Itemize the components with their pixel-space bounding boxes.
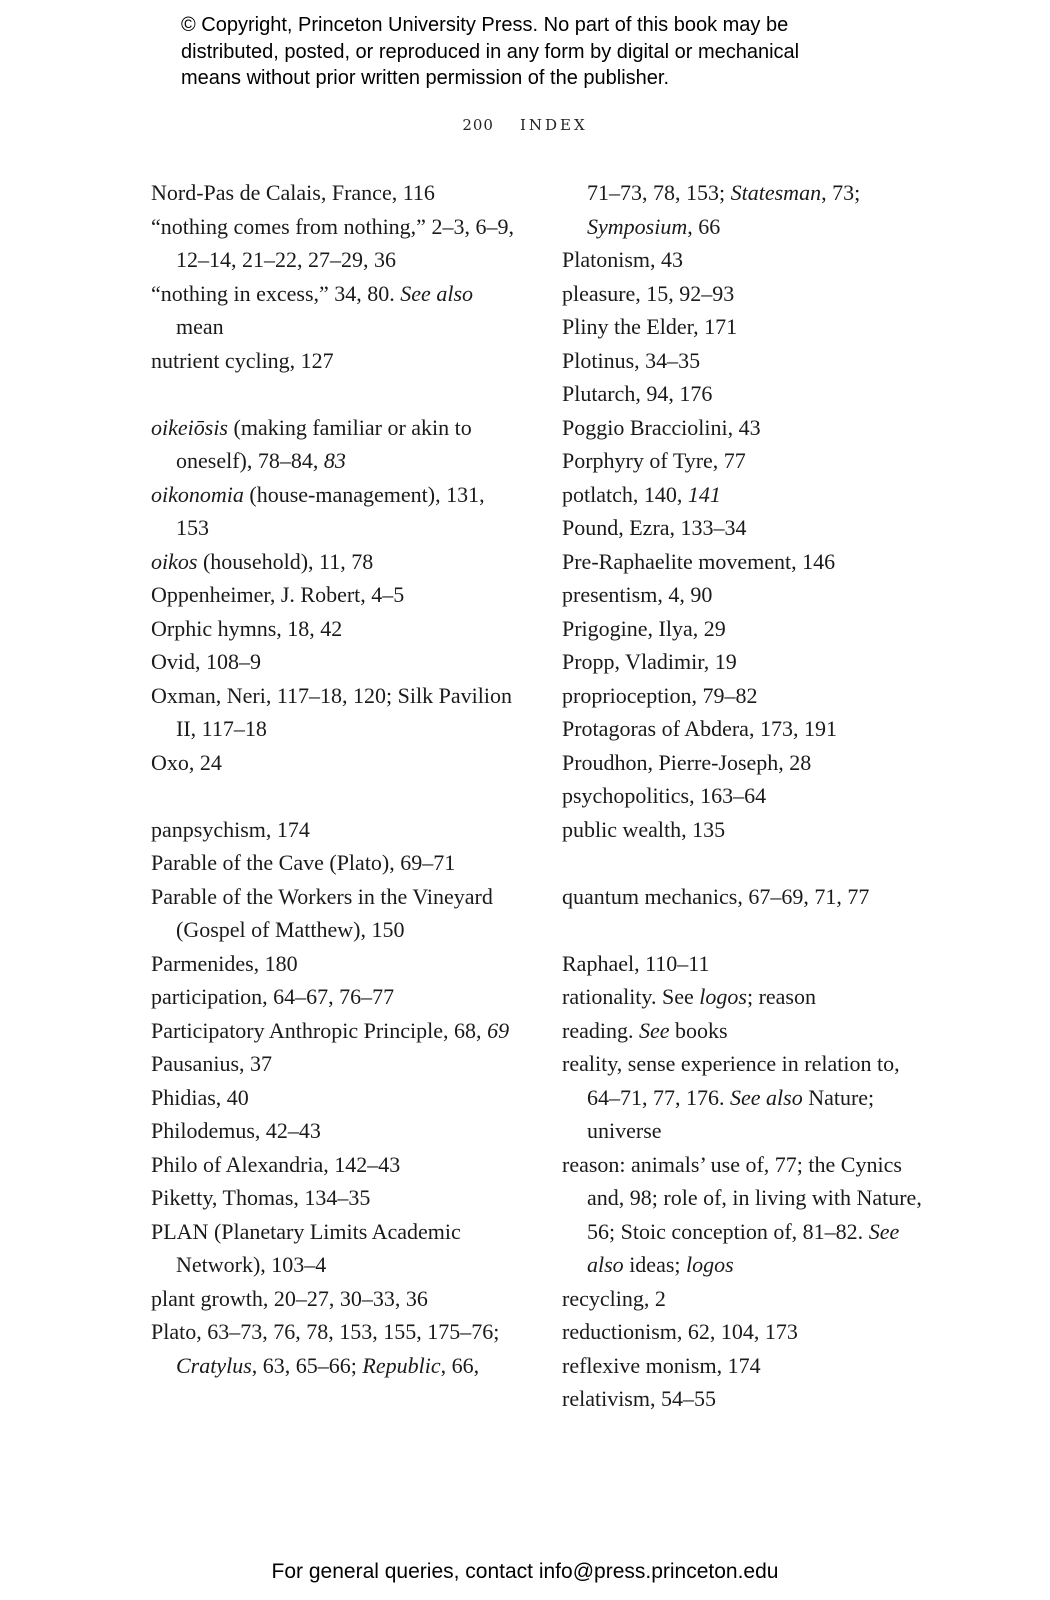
index-entry: oikeiōsis (making familiar or akin to oneself), 78–84, 83 (151, 414, 472, 473)
index-entry: nutrient cycling, 127 (151, 347, 334, 373)
index-entry: reason: animals’ use of, 77; the Cynics and, 98; role of, in living with Nature, 56; Stoic conception of, 81–82. See also ideas; logos (562, 1151, 922, 1277)
index-entry: psychopolitics, 163–64 (562, 783, 767, 808)
index-entry: Ovid, 108–9 (151, 649, 261, 674)
letter-break (151, 779, 521, 813)
index-entry: Pre-Raphaelite movement, 146 (562, 548, 836, 574)
index-entry: “nothing comes from nothing,” 2–3, 6–9, 12–14, 21–22, 27–29, 36 (151, 213, 514, 272)
index-entry: recycling, 2 (562, 1285, 666, 1311)
index-entry: quantum mechanics, 67–69, 71, 77 (562, 883, 870, 909)
running-head (0, 116, 1050, 134)
index-entry: Raphael, 110–11 (562, 950, 710, 976)
index-entry: proprioception, 79–82 (562, 682, 758, 708)
index-entry: Platonism, 43 (562, 247, 684, 272)
index-entry: oikos (household), 11, 78 (151, 548, 374, 574)
copyright-notice (181, 12, 941, 92)
index-entry: Plutarch, 94, 176 (562, 381, 713, 406)
index-entry: public wealth, 135 (562, 816, 726, 842)
letter-break (562, 846, 932, 880)
index-entry: Nord-Pas de Calais, France, 116 (151, 180, 435, 205)
index-entry: Parable of the Cave (Plato), 69–71 (151, 850, 456, 875)
index-entry: Prigogine, Ilya, 29 (562, 615, 726, 641)
copyright-line: distributed, posted, or reproduced in any form by digital or mechanical (181, 40, 800, 63)
index-entry: Pliny the Elder, 171 (562, 314, 738, 339)
index-entry: Porphyry of Tyre, 77 (562, 448, 746, 473)
index-entry: plant growth, 20–27, 30–33, 36 (151, 1285, 428, 1311)
index-entry: oikonomia (house-management), 131, 153 (151, 481, 485, 540)
index-entry: Participatory Anthropic Principle, 68, 69 (151, 1017, 510, 1043)
index-entry: relativism, 54–55 (562, 1386, 716, 1411)
index-entry: reductionism, 62, 104, 173 (562, 1319, 798, 1344)
index-entry: Oxman, Neri, 117–18, 120; Silk Pavilion II, 117–18 (151, 682, 512, 741)
index-entry: reality, sense experience in relation to, 64–71, 77, 176. See also Nature; universe (562, 1051, 900, 1143)
index-entry: Poggio Bracciolini, 43 (562, 414, 761, 440)
letter-break (151, 377, 521, 411)
index-entry: Propp, Vladimir, 19 (562, 649, 737, 674)
index-column-left (151, 176, 521, 1382)
index-entry: presentism, 4, 90 (562, 582, 713, 607)
index-entry: Protagoras of Abdera, 173, 191 (562, 716, 837, 741)
index-entry: panpsychism, 174 (151, 816, 310, 842)
letter-break (562, 913, 932, 947)
index-entry: Plato, 63–73, 76, 78, 153, 155, 175–76; Cratylus, 63, 65–66; Republic, 66, (151, 1319, 500, 1378)
index-entry: Philo of Alexandria, 142–43 (151, 1151, 401, 1177)
index-entry: Parable of the Workers in the Vineyard (Gospel of Matthew), 150 (151, 883, 493, 942)
index-entry: Proudhon, Pierre-Joseph, 28 (562, 749, 812, 775)
index-entry: reflexive monism, 174 (562, 1352, 761, 1378)
index-entry: Piketty, Thomas, 134–35 (151, 1185, 371, 1210)
index-entry: rationality. See logos; reason (562, 984, 816, 1009)
section-title: INDEX (519, 116, 588, 134)
index-entry: potlatch, 140, 141 (562, 481, 721, 507)
copyright-line: © Copyright, Princeton University Press. No part of this book may be (181, 14, 789, 36)
index-entry: Plotinus, 34–35 (562, 347, 701, 373)
index-entry: pleasure, 15, 92–93 (562, 280, 735, 306)
index-entry: “nothing in excess,” 34, 80. See also mean (151, 280, 473, 339)
index-entry: Parmenides, 180 (151, 950, 298, 976)
index-entry: Orphic hymns, 18, 42 (151, 615, 343, 641)
index-entry: Philodemus, 42–43 (151, 1118, 321, 1143)
index-entry: Oxo, 24 (151, 749, 222, 775)
index-entry: PLAN (Planetary Limits Academic Network), 103–4 (151, 1218, 461, 1277)
index-entry: Phidias, 40 (151, 1084, 249, 1110)
index-entry: Pausanius, 37 (151, 1051, 272, 1076)
index-column-right (562, 176, 932, 1416)
index-entry: Pound, Ezra, 133–34 (562, 515, 747, 540)
index-entry: reading. See books (562, 1017, 728, 1043)
index-entry: Oppenheimer, J. Robert, 4–5 (151, 582, 405, 607)
index-entry-continuation: 71–73, 78, 153; Statesman, 73; Symposium, 66 (587, 180, 861, 239)
page-number: 200 (462, 116, 494, 134)
index-entry: participation, 64–67, 76–77 (151, 984, 395, 1009)
footer-contact: For general queries, contact info@press.princeton.edu (271, 1560, 779, 1583)
copyright-line: means without prior written permission of the publisher. (181, 67, 670, 89)
